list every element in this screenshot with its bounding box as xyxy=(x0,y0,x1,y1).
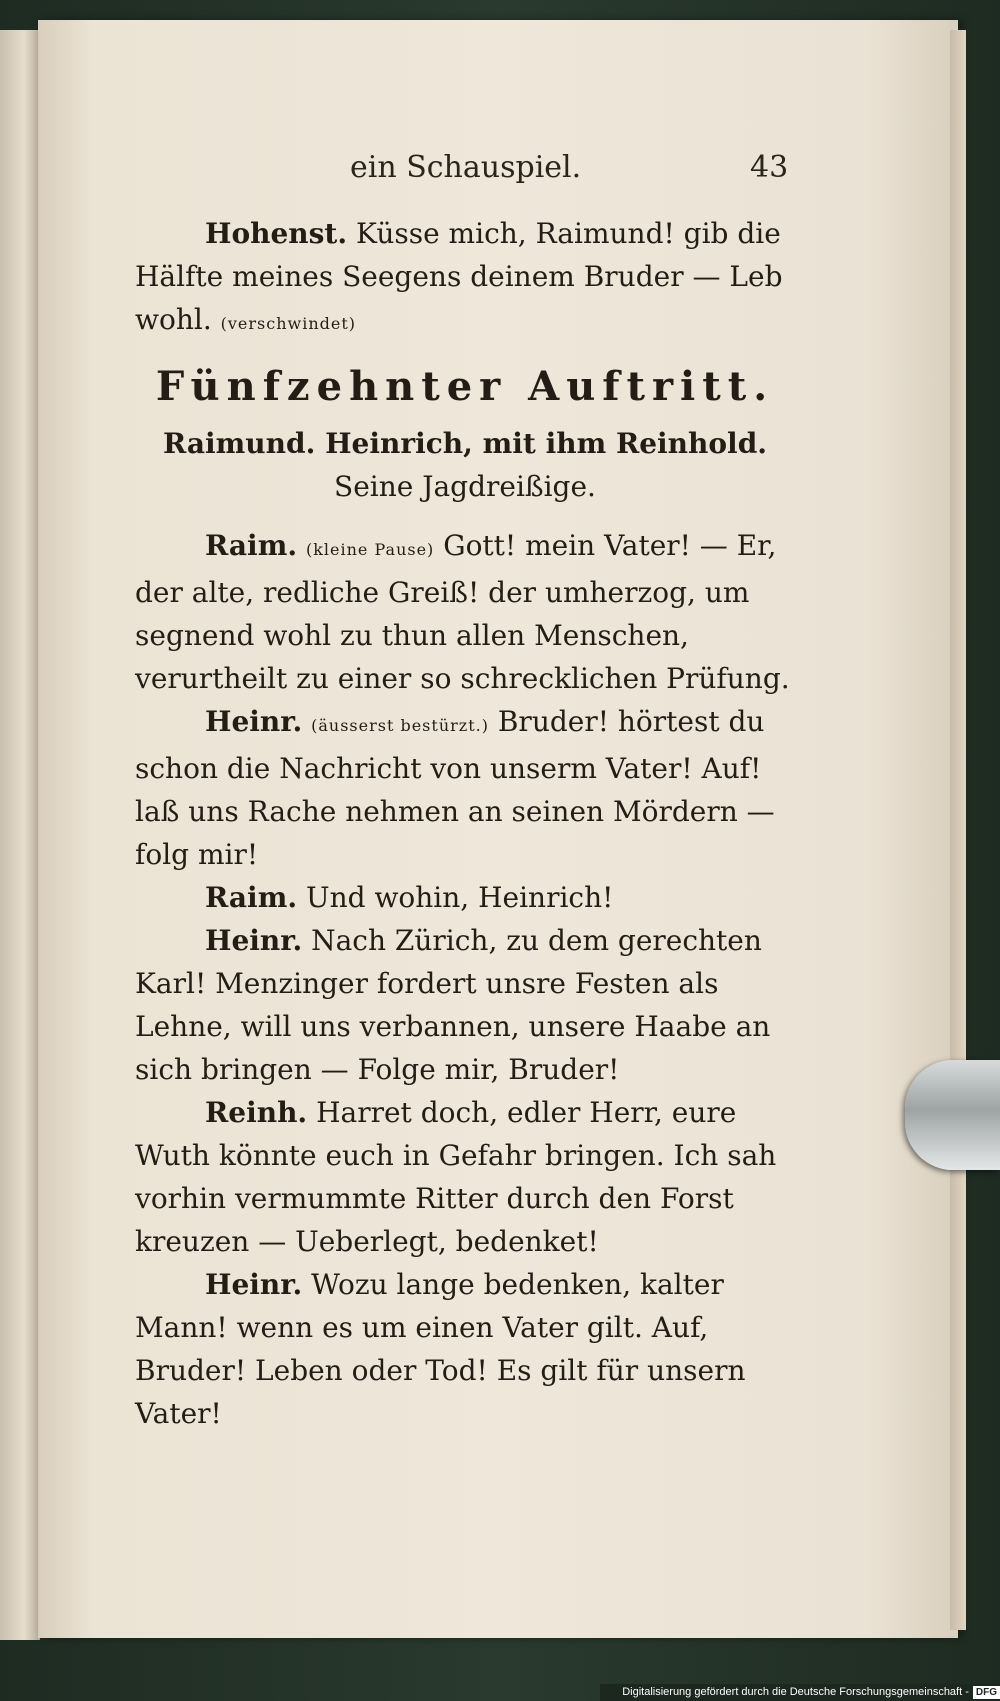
speaker-name: Raim. xyxy=(205,881,298,914)
speaker-name: Heinr. xyxy=(205,924,303,957)
speech xyxy=(135,919,795,1091)
scene-heading: Fünfzehnter Auftritt. xyxy=(155,363,775,410)
cast-persons: Raimund. Heinrich, mit ihm Reinhold. xyxy=(162,427,768,460)
dfg-logo: DFG xyxy=(973,1686,1000,1699)
cast-rest: Seine Jagdreißige. xyxy=(334,470,596,503)
stage-direction: (verschwindet) xyxy=(220,314,356,333)
speaker-name: Heinr. xyxy=(205,705,303,738)
speech-text: Wozu lange bedenken, kalter Mann! wenn es um einen Vater gilt. Auf, Bruder! Leben oder Tod! Es gilt für unsern Vater! xyxy=(135,1268,746,1430)
speaker-name: Heinr. xyxy=(205,1268,303,1301)
credit-text: Digitalisierung gefördert durch die Deutsche Forschungsgemeinschaft - xyxy=(622,1686,969,1698)
speech-text: Harret doch, edler Herr, eure Wuth könnte euch in Gefahr bringen. Ich sah vorhin vermummte Ritter durch den Forst kreuzen — Ueberlegt, bedenket! xyxy=(135,1096,777,1258)
page-number: 43 xyxy=(750,150,789,185)
stage-direction: (äusserst bestürzt.) xyxy=(311,716,489,735)
speech-text: Bruder! hörtest du schon die Nachricht von unserm Vater! Auf! laß uns Rache nehmen an seinen Mördern — folg mir! xyxy=(135,705,775,871)
page-stack-edge xyxy=(950,30,966,1630)
speech xyxy=(135,1263,795,1435)
speech xyxy=(135,1091,795,1263)
speech xyxy=(135,876,795,919)
speech-text: Gott! mein Vater! — Er, der alte, redliche Greiß! der umherzog, um segnend wohl zu thun allen Menschen, verurtheilt zu einer so schrecklichen Prüfung. xyxy=(135,529,790,695)
speech-text: Und wohin, Heinrich! xyxy=(305,881,614,914)
speech-text: Küsse mich, Raimund! gib die Hälfte meines Seegens deinem Bruder — Leb wohl. xyxy=(135,217,783,336)
page-clip xyxy=(905,1060,1000,1170)
stage-direction: (kleine Pause) xyxy=(305,540,435,559)
speech xyxy=(135,212,795,345)
speech xyxy=(135,700,795,876)
speaker-name: Reinh. xyxy=(205,1096,308,1129)
footer-credit xyxy=(600,1684,1000,1701)
speech xyxy=(135,524,795,700)
page-text xyxy=(135,212,795,1435)
cast-list xyxy=(135,422,795,508)
speaker-name: Hohenst. xyxy=(205,217,348,250)
speech-text: Nach Zürich, zu dem gerechten Karl! Menzinger fordert unsre Festen als Lehne, will uns verbannen, unsere Haabe an sich bringen — Folge mir, Bruder! xyxy=(135,924,771,1086)
running-title: ein Schauspiel. xyxy=(350,150,582,185)
speaker-name: Raim. xyxy=(205,529,298,562)
facing-page-edge xyxy=(0,30,40,1640)
